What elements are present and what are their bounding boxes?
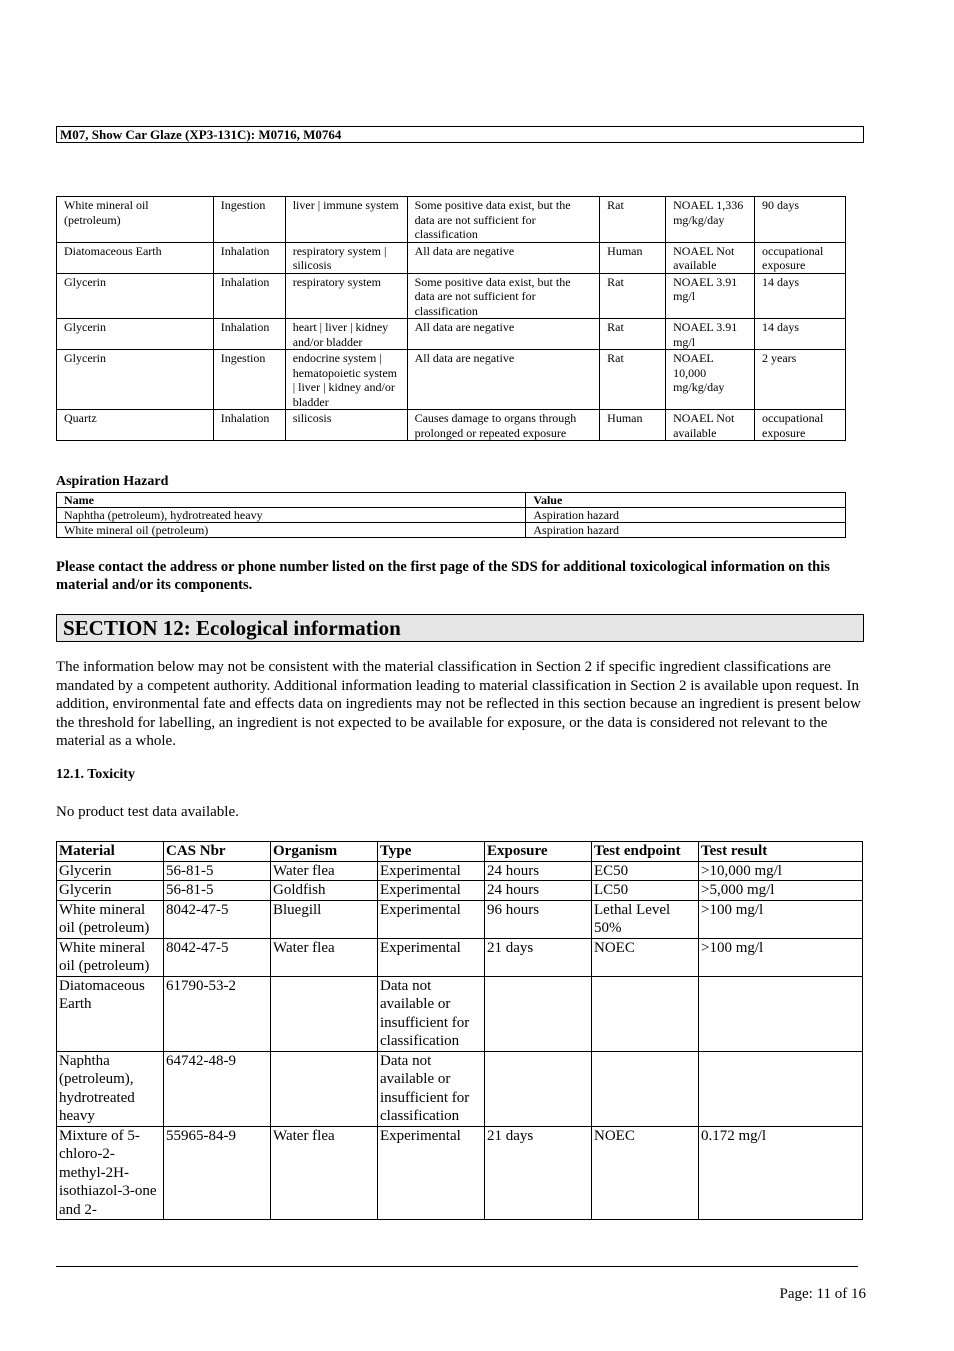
table-cell: Inhalation bbox=[213, 319, 285, 350]
table-cell: EC50 bbox=[592, 861, 699, 881]
table-cell: Human bbox=[600, 242, 666, 273]
footer-divider bbox=[56, 1266, 858, 1267]
table-row bbox=[57, 319, 846, 350]
table-cell: All data are negative bbox=[407, 350, 600, 410]
table-cell: Experimental bbox=[378, 861, 485, 881]
table-cell: Goldfish bbox=[271, 881, 378, 901]
table-cell: NOAEL 1,336 mg/kg/day bbox=[666, 197, 755, 243]
table-row bbox=[57, 976, 863, 1051]
column-header: Material bbox=[57, 842, 164, 862]
table-cell: >10,000 mg/l bbox=[699, 861, 863, 881]
table-cell: Causes damage to organs through prolonged or repeated exposure bbox=[407, 410, 600, 441]
table-cell: >100 mg/l bbox=[699, 900, 863, 938]
table-cell: Mixture of 5-chloro-2-methyl-2H-isothiazol-3-one and 2- bbox=[57, 1126, 164, 1220]
table-row bbox=[57, 242, 846, 273]
table-cell: Inhalation bbox=[213, 242, 285, 273]
table-cell: Glycerin bbox=[57, 350, 214, 410]
table-cell: Experimental bbox=[378, 938, 485, 976]
table-cell: 24 hours bbox=[485, 861, 592, 881]
column-header: CAS Nbr bbox=[164, 842, 271, 862]
table-cell: 90 days bbox=[755, 197, 846, 243]
table-cell: 96 hours bbox=[485, 900, 592, 938]
page-number: Page: 11 of 16 bbox=[779, 1286, 866, 1302]
table-cell: 56-81-5 bbox=[164, 881, 271, 901]
document-header-title: M07, Show Car Glaze (XP3-131C): M0716, M0764 bbox=[56, 126, 864, 143]
table-cell: Rat bbox=[600, 197, 666, 243]
table-row bbox=[57, 523, 846, 538]
table-cell: NOAEL 3.91 mg/l bbox=[666, 319, 755, 350]
table-row bbox=[57, 410, 846, 441]
table-row bbox=[57, 900, 863, 938]
table-cell: respiratory system | silicosis bbox=[285, 242, 407, 273]
table-row bbox=[57, 861, 863, 881]
contact-note: Please contact the address or phone number listed on the first page of the SDS for additional toxicological information on this material and/or its components. bbox=[56, 559, 830, 593]
table-cell: >5,000 mg/l bbox=[699, 881, 863, 901]
table-cell bbox=[485, 1051, 592, 1126]
table-cell: White mineral oil (petroleum) bbox=[57, 197, 214, 243]
table-cell bbox=[592, 1051, 699, 1126]
table-cell: NOAEL 3.91 mg/l bbox=[666, 273, 755, 319]
aspiration-hazard-table bbox=[56, 492, 846, 538]
table-cell: Glycerin bbox=[57, 273, 214, 319]
table-cell: liver | immune system bbox=[285, 197, 407, 243]
table-cell: >100 mg/l bbox=[699, 938, 863, 976]
table-cell: 56-81-5 bbox=[164, 861, 271, 881]
table-cell: Inhalation bbox=[213, 273, 285, 319]
table-cell: 8042-47-5 bbox=[164, 938, 271, 976]
aspiration-header-value: Value bbox=[526, 493, 846, 508]
table-cell: Experimental bbox=[378, 881, 485, 901]
table-cell: Ingestion bbox=[213, 197, 285, 243]
table-cell: 64742-48-9 bbox=[164, 1051, 271, 1126]
table-row bbox=[57, 350, 846, 410]
table-cell: respiratory system bbox=[285, 273, 407, 319]
table-cell: occupational exposure bbox=[755, 242, 846, 273]
table-cell: Diatomaceous Earth bbox=[57, 242, 214, 273]
table-row bbox=[57, 508, 846, 523]
column-header: Organism bbox=[271, 842, 378, 862]
table-cell: NOEC bbox=[592, 1126, 699, 1220]
table-row bbox=[57, 938, 863, 976]
table-cell: Water flea bbox=[271, 1126, 378, 1220]
table-cell: 24 hours bbox=[485, 881, 592, 901]
table-cell: LC50 bbox=[592, 881, 699, 901]
table-cell: 2 years bbox=[755, 350, 846, 410]
table-row bbox=[57, 197, 846, 243]
table-cell: Quartz bbox=[57, 410, 214, 441]
table-row bbox=[57, 881, 863, 901]
table-cell: Glycerin bbox=[57, 861, 164, 881]
table-cell: 55965-84-9 bbox=[164, 1126, 271, 1220]
table-cell: 14 days bbox=[755, 273, 846, 319]
table-cell: White mineral oil (petroleum) bbox=[57, 900, 164, 938]
table-cell bbox=[271, 1051, 378, 1126]
table-cell bbox=[485, 976, 592, 1051]
column-header: Test endpoint bbox=[592, 842, 699, 862]
table-cell: White mineral oil (petroleum) bbox=[57, 938, 164, 976]
table-cell: White mineral oil (petroleum) bbox=[57, 523, 526, 538]
table-cell: All data are negative bbox=[407, 319, 600, 350]
aspiration-hazard-title: Aspiration Hazard bbox=[56, 474, 169, 489]
table-cell: Naphtha (petroleum), hydrotreated heavy bbox=[57, 1051, 164, 1126]
table-cell: 21 days bbox=[485, 1126, 592, 1220]
table-cell: Experimental bbox=[378, 900, 485, 938]
table-cell: NOEC bbox=[592, 938, 699, 976]
table-cell: Bluegill bbox=[271, 900, 378, 938]
table-cell: Rat bbox=[600, 350, 666, 410]
table-cell: NOAEL Not available bbox=[666, 410, 755, 441]
table-cell: Naphtha (petroleum), hydrotreated heavy bbox=[57, 508, 526, 523]
table-cell: Human bbox=[600, 410, 666, 441]
section-12-intro: The information below may not be consistent with the material classification in Section 2 if specific ingredient classifications are mandated by a competent authority. Additional information leading to material classification in Section 2 is available upon request. In addition, environmental fate and effects data on ingredients may not be reflected in this section because an ingredient is present below the threshold for labelling, an ingredient is not expected to be available for exposure, or the data is considered not relevant to the material as a whole. bbox=[56, 659, 861, 749]
table-cell: 8042-47-5 bbox=[164, 900, 271, 938]
table-cell bbox=[699, 1051, 863, 1126]
table-cell: 14 days bbox=[755, 319, 846, 350]
table-cell: Rat bbox=[600, 273, 666, 319]
table-cell: 21 days bbox=[485, 938, 592, 976]
table-cell: occupational exposure bbox=[755, 410, 846, 441]
table-cell bbox=[271, 976, 378, 1051]
table-cell bbox=[699, 976, 863, 1051]
table-cell: Water flea bbox=[271, 938, 378, 976]
table-cell: Experimental bbox=[378, 1126, 485, 1220]
table-cell: Some positive data exist, but the data are not sufficient for classification bbox=[407, 273, 600, 319]
aspiration-header-name: Name bbox=[57, 493, 526, 508]
table-cell: Inhalation bbox=[213, 410, 285, 441]
toxicity-subheading: 12.1. Toxicity bbox=[56, 767, 135, 782]
table-cell: All data are negative bbox=[407, 242, 600, 273]
table-cell: endocrine system | hematopoietic system | liver | kidney and/or bladder bbox=[285, 350, 407, 410]
column-header: Test result bbox=[699, 842, 863, 862]
no-product-data-note: No product test data available. bbox=[56, 804, 239, 820]
table-cell: silicosis bbox=[285, 410, 407, 441]
table-cell: Data not available or insufficient for classification bbox=[378, 976, 485, 1051]
table-cell: NOAEL Not available bbox=[666, 242, 755, 273]
table-cell: Glycerin bbox=[57, 319, 214, 350]
table-cell: Ingestion bbox=[213, 350, 285, 410]
table-cell: NOAEL 10,000 mg/kg/day bbox=[666, 350, 755, 410]
table-cell: Some positive data exist, but the data are not sufficient for classification bbox=[407, 197, 600, 243]
table-cell: Rat bbox=[600, 319, 666, 350]
table-cell: Diatomaceous Earth bbox=[57, 976, 164, 1051]
column-header: Exposure bbox=[485, 842, 592, 862]
section-12-title: SECTION 12: Ecological information bbox=[56, 614, 864, 642]
table-cell: 61790-53-2 bbox=[164, 976, 271, 1051]
table-cell: Lethal Level 50% bbox=[592, 900, 699, 938]
table-cell: Data not available or insufficient for classification bbox=[378, 1051, 485, 1126]
table-cell: Aspiration hazard bbox=[526, 508, 846, 523]
organ-toxicity-table bbox=[56, 196, 846, 441]
table-cell: heart | liver | kidney and/or bladder bbox=[285, 319, 407, 350]
table-cell: Water flea bbox=[271, 861, 378, 881]
table-cell bbox=[592, 976, 699, 1051]
table-header-row bbox=[57, 842, 863, 862]
ecotoxicity-table bbox=[56, 841, 863, 1220]
table-row bbox=[57, 1126, 863, 1220]
table-row bbox=[57, 1051, 863, 1126]
table-cell: Aspiration hazard bbox=[526, 523, 846, 538]
column-header: Type bbox=[378, 842, 485, 862]
table-cell: 0.172 mg/l bbox=[699, 1126, 863, 1220]
table-row bbox=[57, 273, 846, 319]
table-cell: Glycerin bbox=[57, 881, 164, 901]
